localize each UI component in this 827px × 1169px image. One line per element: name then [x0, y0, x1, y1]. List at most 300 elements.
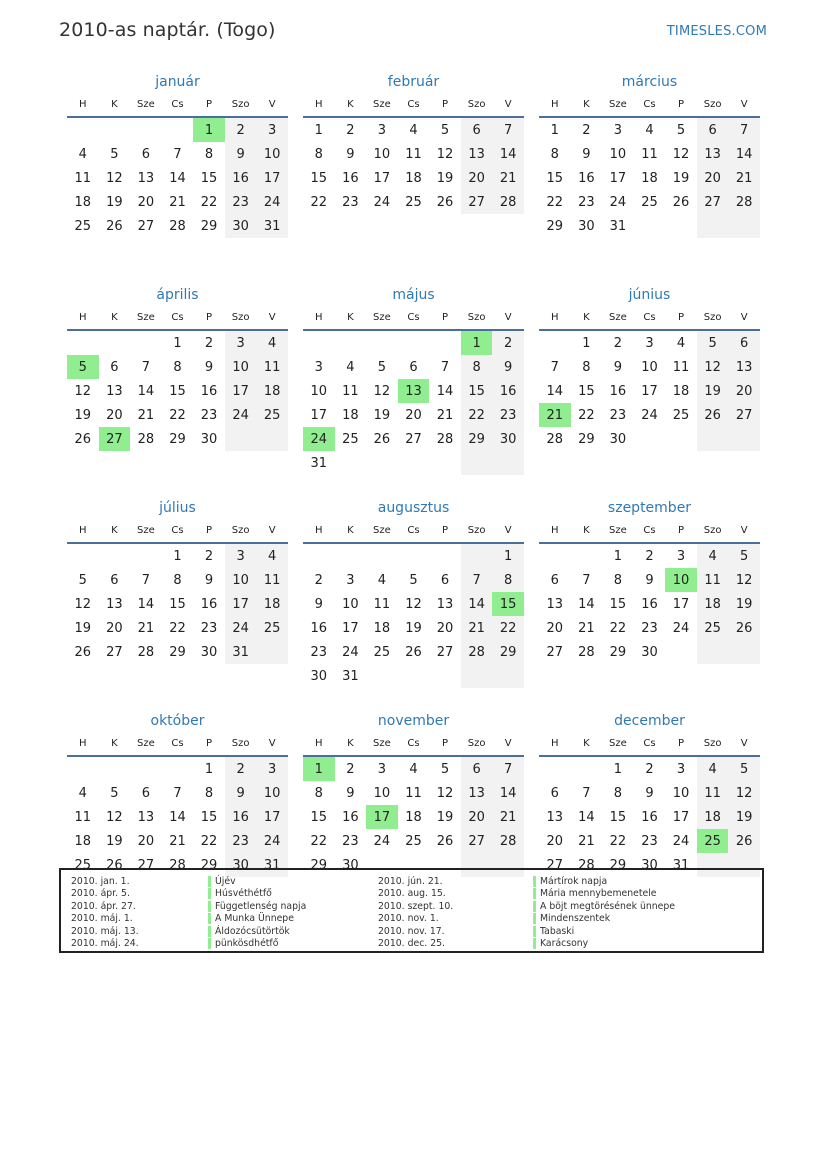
- holiday-date: 2010. máj. 13.: [71, 925, 139, 937]
- day-cell: 16: [225, 805, 257, 829]
- day-cell: 15: [310, 809, 328, 825]
- day-cell: 30: [200, 431, 218, 447]
- weekday-label: Sze: [373, 98, 391, 110]
- day-cell: 26: [436, 833, 454, 849]
- empty-day-cell: [225, 427, 257, 451]
- weekday-label: Sze: [137, 524, 155, 536]
- holiday-day-cell: 13: [398, 379, 430, 403]
- day-cell: 20: [137, 194, 155, 210]
- holiday-date: 2010. máj. 1.: [71, 913, 133, 925]
- weekday-label: K: [583, 524, 590, 536]
- day-cell: 11: [697, 568, 729, 592]
- day-cell: 26: [436, 194, 454, 210]
- day-cell: 22: [310, 833, 328, 849]
- day-cell: 7: [440, 359, 450, 375]
- day-cell: 10: [373, 785, 391, 801]
- day-cell: 29: [609, 644, 627, 660]
- day-cell: 9: [346, 785, 355, 801]
- day-cell: 9: [582, 146, 591, 162]
- day-cell: 19: [373, 407, 391, 423]
- day-cell: 25: [697, 616, 729, 640]
- day-cell: 23: [200, 620, 218, 636]
- day-cell: 18: [256, 379, 288, 403]
- holiday-day-cell: 1: [303, 757, 335, 781]
- empty-day-cell: [335, 451, 367, 475]
- month-name: április: [156, 287, 199, 303]
- holiday-day-cell: 21: [539, 403, 571, 427]
- day-cell: 13: [697, 142, 729, 166]
- empty-day-cell: [697, 427, 729, 451]
- day-cell: 22: [200, 833, 218, 849]
- weekday-header: [303, 731, 524, 757]
- weekday-label: H: [551, 311, 559, 323]
- day-cell: 14: [546, 383, 564, 399]
- day-cell: 28: [578, 857, 595, 873]
- day-cell: 26: [74, 644, 92, 660]
- day-cell: 20: [106, 620, 123, 636]
- day-cell: 22: [461, 403, 493, 427]
- holiday-day-cell: 10: [665, 568, 697, 592]
- day-cell: 9: [225, 781, 257, 805]
- weekday-header: [67, 305, 288, 331]
- day-cell: 8: [550, 146, 559, 162]
- day-cell: 9: [314, 596, 323, 612]
- day-cell: 25: [74, 857, 92, 873]
- empty-day-cell: [130, 544, 162, 568]
- day-cell: 5: [377, 359, 387, 375]
- day-cell: 21: [461, 616, 493, 640]
- day-cell: 26: [728, 829, 760, 853]
- weekday-label: V: [268, 98, 276, 110]
- day-cell: 31: [225, 640, 257, 664]
- day-cell: 7: [728, 118, 760, 142]
- day-cell: 3: [676, 548, 686, 564]
- day-cell: 6: [461, 118, 493, 142]
- day-cell: 29: [200, 218, 218, 234]
- holiday-name: Tabaski: [533, 926, 675, 938]
- day-cell: 25: [342, 431, 359, 447]
- day-cell: 14: [436, 383, 454, 399]
- empty-day-cell: [256, 640, 288, 664]
- day-cell: 1: [613, 548, 623, 564]
- day-cell: 23: [200, 407, 218, 423]
- weekday-label: H: [315, 737, 323, 749]
- weekday-label: H: [79, 98, 87, 110]
- day-cell: 2: [582, 122, 591, 138]
- day-cell: 2: [225, 118, 257, 142]
- weekday-label: Cs: [407, 737, 420, 749]
- day-cell: 14: [728, 142, 760, 166]
- weekday-label: V: [740, 737, 748, 749]
- day-cell: 16: [310, 620, 328, 636]
- empty-day-cell: [130, 757, 162, 781]
- holiday-name: Függetlenség napja: [208, 901, 306, 913]
- day-cell: 10: [641, 359, 658, 375]
- day-cell: 6: [141, 785, 151, 801]
- day-cell: 4: [78, 146, 87, 162]
- day-cell: 1: [492, 544, 524, 568]
- day-cell: 11: [74, 809, 92, 825]
- month-name: július: [159, 500, 196, 516]
- holiday-day-cell: 27: [99, 427, 131, 451]
- day-cell: 4: [697, 544, 729, 568]
- day-cell: 23: [225, 190, 257, 214]
- day-grid: [303, 118, 524, 214]
- day-cell: 12: [436, 785, 454, 801]
- day-grid: [303, 331, 524, 475]
- weekday-label: Sze: [609, 524, 627, 536]
- day-cell: 21: [137, 407, 155, 423]
- day-cell: 20: [137, 833, 155, 849]
- weekday-label: K: [347, 311, 354, 323]
- holiday-date: 2010. ápr. 5.: [71, 888, 130, 900]
- day-cell: 31: [256, 853, 288, 877]
- day-cell: 16: [225, 166, 257, 190]
- day-cell: 25: [672, 407, 690, 423]
- weekday-label: Sze: [137, 737, 155, 749]
- day-cell: 25: [641, 194, 658, 210]
- weekday-label: H: [551, 737, 559, 749]
- weekday-header: [303, 518, 524, 544]
- weekday-label: Szo: [703, 524, 722, 536]
- day-cell: 24: [373, 194, 391, 210]
- day-cell: 29: [310, 857, 328, 873]
- day-cell: 31: [256, 214, 288, 238]
- day-cell: 8: [613, 785, 623, 801]
- empty-day-cell: [634, 427, 666, 451]
- day-cell: 6: [440, 572, 450, 588]
- day-cell: 17: [672, 809, 690, 825]
- day-cell: 20: [697, 166, 729, 190]
- weekday-label: V: [740, 311, 748, 323]
- day-cell: 24: [342, 644, 359, 660]
- day-cell: 10: [342, 596, 359, 612]
- day-cell: 7: [492, 118, 524, 142]
- empty-day-cell: [67, 331, 99, 355]
- holiday-date: 2010. dec. 25.: [378, 937, 445, 949]
- day-grid: [539, 331, 760, 451]
- day-cell: 12: [74, 596, 92, 612]
- holiday-dates-col-2: [378, 876, 453, 950]
- day-cell: 21: [169, 194, 186, 210]
- holiday-dates-col-1: [71, 876, 139, 950]
- day-cell: 5: [697, 331, 729, 355]
- empty-day-cell: [728, 640, 760, 664]
- day-cell: 7: [173, 785, 182, 801]
- day-cell: 21: [578, 833, 595, 849]
- empty-day-cell: [571, 757, 603, 781]
- weekday-label: V: [268, 524, 276, 536]
- day-cell: 19: [672, 170, 690, 186]
- empty-day-cell: [429, 451, 461, 475]
- day-cell: 13: [728, 355, 760, 379]
- empty-day-cell: [697, 640, 729, 664]
- day-cell: 13: [137, 170, 155, 186]
- day-cell: 10: [609, 146, 627, 162]
- day-cell: 24: [225, 616, 257, 640]
- day-cell: 30: [578, 218, 595, 234]
- day-cell: 30: [310, 668, 328, 684]
- day-cell: 1: [550, 122, 559, 138]
- day-cell: 30: [492, 427, 524, 451]
- day-cell: 31: [310, 455, 328, 471]
- months-grid: [67, 72, 760, 924]
- empty-day-cell: [665, 214, 697, 238]
- day-cell: 28: [436, 431, 454, 447]
- holiday-date: 2010. jan. 1.: [71, 876, 130, 887]
- day-cell: 17: [342, 620, 359, 636]
- weekday-label: Sze: [609, 98, 627, 110]
- day-grid: [303, 544, 524, 688]
- day-cell: 29: [200, 857, 218, 873]
- day-cell: 19: [74, 620, 92, 636]
- day-cell: 28: [137, 431, 155, 447]
- day-cell: 23: [492, 403, 524, 427]
- month-január: [67, 72, 288, 285]
- day-cell: 14: [461, 592, 493, 616]
- day-cell: 12: [728, 781, 760, 805]
- empty-day-cell: [539, 544, 571, 568]
- weekday-label: Szo: [231, 311, 250, 323]
- empty-day-cell: [461, 544, 493, 568]
- day-cell: 26: [373, 431, 391, 447]
- day-cell: 5: [728, 544, 760, 568]
- day-cell: 29: [578, 431, 595, 447]
- day-cell: 18: [697, 592, 729, 616]
- day-cell: 13: [546, 596, 564, 612]
- weekday-label: V: [504, 311, 512, 323]
- day-cell: 5: [409, 572, 418, 588]
- day-cell: 20: [461, 166, 493, 190]
- day-cell: 23: [609, 407, 627, 423]
- day-cell: 4: [377, 572, 387, 588]
- day-cell: 11: [342, 383, 359, 399]
- weekday-label: K: [347, 98, 354, 110]
- month-június: [539, 285, 760, 498]
- holiday-name: A Munka Ünnepe: [208, 913, 306, 925]
- day-cell: 27: [728, 403, 760, 427]
- weekday-label: Szo: [231, 737, 250, 749]
- day-cell: 12: [373, 383, 391, 399]
- holiday-name: Húsvéthétfő: [208, 888, 306, 900]
- day-cell: 21: [137, 620, 155, 636]
- day-cell: 11: [256, 355, 288, 379]
- weekday-label: Szo: [703, 737, 722, 749]
- weekday-label: P: [206, 98, 213, 110]
- day-cell: 16: [200, 383, 218, 399]
- day-cell: 24: [672, 833, 690, 849]
- empty-day-cell: [303, 544, 335, 568]
- day-cell: 22: [546, 194, 564, 210]
- day-cell: 8: [613, 572, 623, 588]
- day-cell: 7: [461, 568, 493, 592]
- empty-day-cell: [335, 544, 367, 568]
- day-cell: 23: [342, 833, 359, 849]
- weekday-label: K: [111, 737, 118, 749]
- weekday-label: V: [504, 524, 512, 536]
- day-cell: 12: [106, 809, 123, 825]
- weekday-label: Cs: [171, 737, 184, 749]
- day-cell: 14: [169, 170, 186, 186]
- day-cell: 5: [110, 785, 119, 801]
- holiday-day-cell: 17: [366, 805, 398, 829]
- weekday-label: V: [504, 98, 512, 110]
- weekday-label: Cs: [171, 98, 184, 110]
- weekday-label: Cs: [643, 98, 656, 110]
- day-cell: 25: [405, 833, 422, 849]
- holiday-name: A böjt megtörésének ünnepe: [533, 901, 675, 913]
- day-cell: 4: [256, 331, 288, 355]
- holiday-list: [59, 868, 764, 953]
- day-cell: 8: [314, 146, 323, 162]
- day-grid: [539, 757, 760, 877]
- day-cell: 10: [310, 383, 328, 399]
- empty-day-cell: [697, 214, 729, 238]
- weekday-header: [539, 92, 760, 118]
- day-cell: 25: [256, 616, 288, 640]
- day-cell: 12: [672, 146, 690, 162]
- holiday-names-col-2: [533, 876, 675, 950]
- day-cell: 1: [173, 548, 182, 564]
- day-cell: 29: [169, 644, 186, 660]
- month-szeptember: [539, 498, 760, 711]
- weekday-label: Cs: [407, 311, 420, 323]
- day-cell: 27: [546, 644, 564, 660]
- day-cell: 11: [405, 785, 422, 801]
- day-cell: 23: [342, 194, 359, 210]
- empty-day-cell: [461, 451, 493, 475]
- day-cell: 27: [436, 644, 454, 660]
- day-cell: 4: [346, 359, 355, 375]
- day-cell: 26: [728, 616, 760, 640]
- weekday-label: H: [79, 737, 87, 749]
- weekday-label: P: [442, 737, 449, 749]
- day-cell: 25: [405, 194, 422, 210]
- weekday-label: H: [315, 98, 323, 110]
- empty-day-cell: [366, 664, 398, 688]
- day-cell: 27: [697, 190, 729, 214]
- day-cell: 12: [74, 383, 92, 399]
- holiday-name: Mártírok napja: [533, 876, 675, 888]
- holiday-date: 2010. aug. 15.: [378, 888, 446, 900]
- day-cell: 16: [492, 379, 524, 403]
- day-cell: 17: [641, 383, 658, 399]
- month-március: [539, 72, 760, 285]
- empty-day-cell: [665, 640, 697, 664]
- day-cell: 26: [74, 431, 92, 447]
- weekday-label: Szo: [703, 98, 722, 110]
- day-cell: 24: [609, 194, 627, 210]
- day-grid: [67, 331, 288, 451]
- day-cell: 28: [546, 431, 564, 447]
- day-cell: 13: [546, 809, 564, 825]
- weekday-label: Sze: [137, 311, 155, 323]
- weekday-label: Szo: [467, 98, 486, 110]
- day-cell: 28: [169, 857, 186, 873]
- weekday-label: K: [583, 737, 590, 749]
- day-cell: 3: [314, 359, 323, 375]
- empty-day-cell: [728, 214, 760, 238]
- weekday-label: K: [583, 98, 590, 110]
- brand-link[interactable]: TIMESLES.COM: [666, 24, 767, 39]
- day-cell: 17: [609, 170, 627, 186]
- weekday-label: P: [678, 98, 685, 110]
- day-cell: 27: [461, 829, 493, 853]
- day-cell: 17: [225, 379, 257, 403]
- day-cell: 27: [461, 190, 493, 214]
- day-cell: 13: [137, 809, 155, 825]
- day-cell: 9: [613, 359, 623, 375]
- month-április: [67, 285, 288, 498]
- weekday-label: Sze: [137, 98, 155, 110]
- day-cell: 3: [676, 761, 686, 777]
- day-cell: 24: [225, 403, 257, 427]
- day-cell: 30: [225, 853, 257, 877]
- day-cell: 3: [377, 122, 387, 138]
- day-cell: 29: [461, 427, 493, 451]
- day-cell: 8: [492, 568, 524, 592]
- day-cell: 13: [436, 596, 454, 612]
- day-cell: 17: [672, 596, 690, 612]
- holiday-name: pünkösdhétfő: [208, 938, 306, 950]
- day-cell: 20: [546, 833, 564, 849]
- day-cell: 16: [609, 383, 627, 399]
- day-cell: 29: [546, 218, 564, 234]
- weekday-label: K: [347, 737, 354, 749]
- month-name: december: [614, 713, 685, 729]
- day-cell: 28: [461, 640, 493, 664]
- weekday-label: H: [551, 98, 559, 110]
- empty-day-cell: [492, 451, 524, 475]
- holiday-name: Újév: [208, 876, 306, 888]
- weekday-label: H: [79, 524, 87, 536]
- day-cell: 6: [409, 359, 418, 375]
- day-cell: 4: [645, 122, 654, 138]
- month-augusztus: [303, 498, 524, 711]
- day-cell: 11: [641, 146, 658, 162]
- day-cell: 2: [204, 335, 214, 351]
- day-cell: 4: [409, 122, 418, 138]
- day-cell: 16: [578, 170, 595, 186]
- weekday-label: Cs: [643, 737, 656, 749]
- day-cell: 1: [204, 761, 214, 777]
- day-cell: 21: [169, 833, 186, 849]
- empty-day-cell: [398, 664, 430, 688]
- weekday-label: Sze: [373, 524, 391, 536]
- day-cell: 10: [672, 785, 690, 801]
- empty-day-cell: [665, 427, 697, 451]
- empty-day-cell: [67, 544, 99, 568]
- holiday-day-cell: 15: [492, 592, 524, 616]
- day-cell: 28: [137, 644, 155, 660]
- month-name: november: [377, 713, 450, 729]
- day-cell: 1: [582, 335, 591, 351]
- empty-day-cell: [366, 331, 398, 355]
- day-cell: 30: [225, 214, 257, 238]
- day-cell: 2: [645, 548, 654, 564]
- weekday-label: V: [740, 524, 748, 536]
- day-cell: 13: [106, 596, 123, 612]
- day-cell: 11: [74, 170, 92, 186]
- day-cell: 30: [641, 644, 658, 660]
- day-cell: 15: [546, 170, 564, 186]
- month-name: október: [150, 713, 205, 729]
- empty-day-cell: [728, 427, 760, 451]
- page-title: 2010-as naptár. (Togo): [59, 19, 276, 41]
- day-cell: 21: [492, 166, 524, 190]
- month-július: [67, 498, 288, 711]
- day-cell: 23: [578, 194, 595, 210]
